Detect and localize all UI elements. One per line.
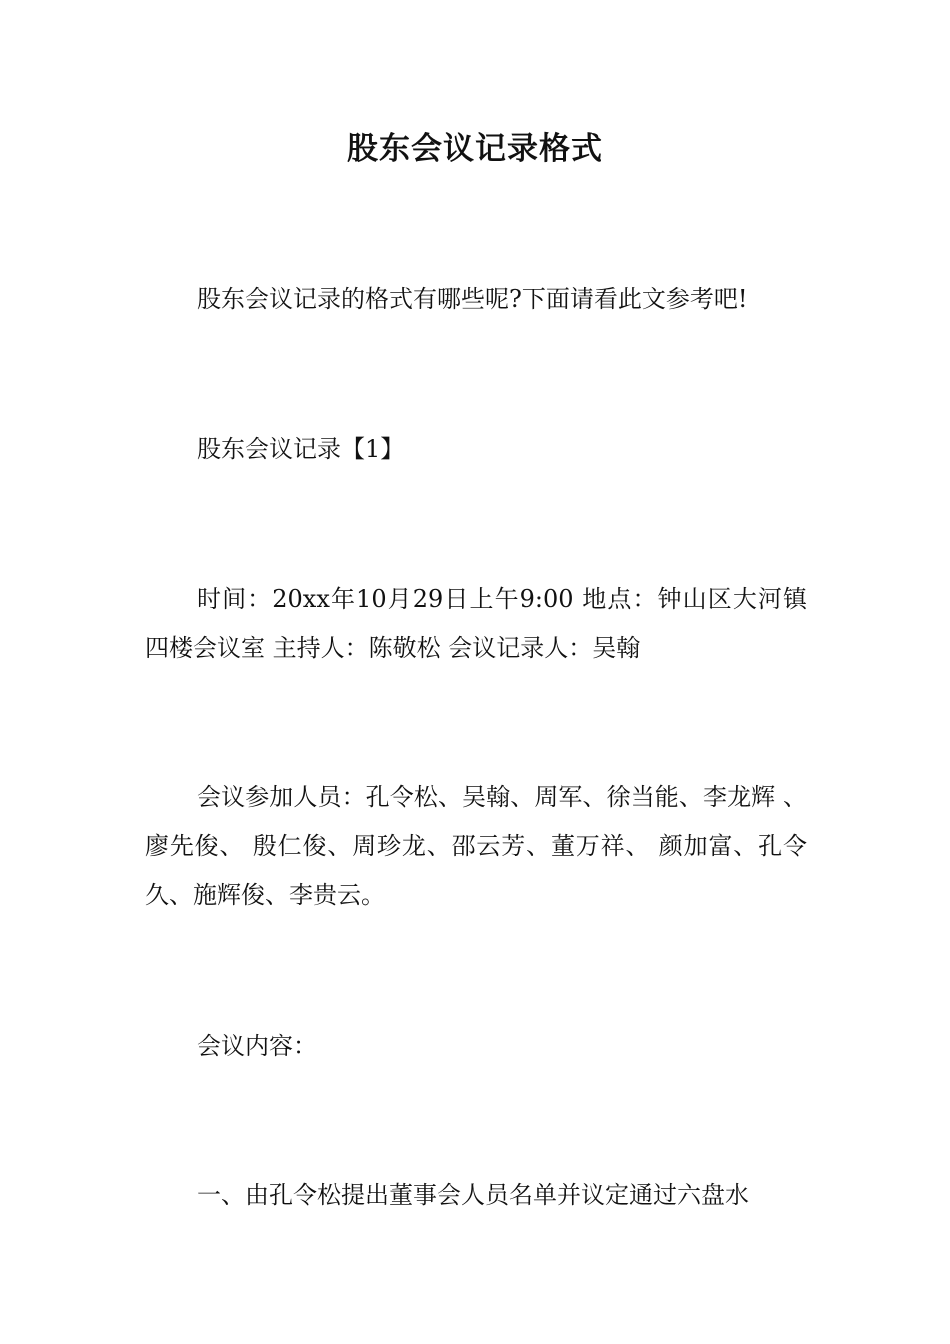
attendees-paragraph: 会议参加人员：孔令松、吴翰、周军、徐当能、李龙辉 、廖先俊、 殷仁俊、周珍龙、邵云芳、董万祥、 颜加富、孔令久、施辉俊、李贵云。 <box>145 783 807 909</box>
document-title: 股东会议记录格式 <box>347 131 603 167</box>
meeting-info-paragraph: 时间：20xx年10月29日上午9:00 地点：钟山区大河镇四楼会议室 主持人：陈敬松 会议记录人：吴翰 <box>145 585 807 662</box>
agenda-item-paragraph: 一、由孔令松提出董事会人员名单并议定通过六盘水 <box>197 1181 749 1209</box>
intro-paragraph: 股东会议记录的格式有哪些呢?下面请看此文参考吧! <box>197 285 748 313</box>
section-heading: 股东会议记录【1】 <box>197 435 405 463</box>
meeting-content-label: 会议内容： <box>197 1032 317 1060</box>
